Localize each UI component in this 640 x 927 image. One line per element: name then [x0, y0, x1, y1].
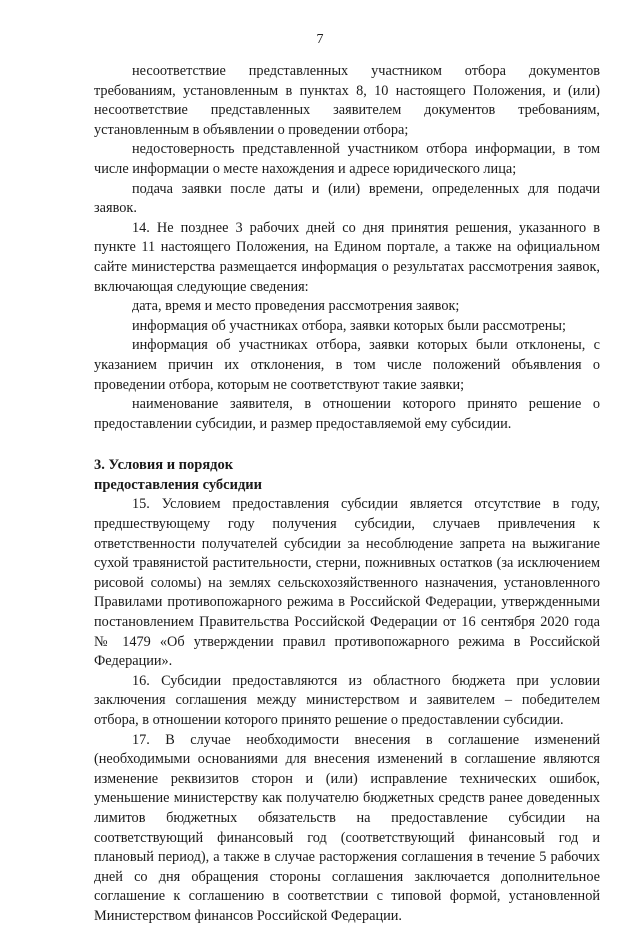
paragraph-applicant-name: наименование заявителя, в отношении которого принято решение о предоставлении субсидии, и размер предоставляемой ему субсидии. — [94, 396, 600, 432]
section-gap — [94, 434, 600, 456]
paragraph-nonconformity: несоответствие представленных участником отбора документов требованиям, установленным в пунктах 8, 10 настоящего Положения, и (или) несоответствие представленных заявителем документов требованиям, установленным в объявлении о проведении отбора; — [94, 63, 600, 138]
document-body — [94, 62, 600, 927]
paragraph-review-date: дата, время и место проведения рассмотрения заявок; — [132, 298, 460, 315]
section-heading-line-2: предоставления субсидии — [94, 476, 263, 493]
section-heading-line-1: 3. Условия и порядок — [94, 457, 234, 474]
paragraph-rejected-participants: информация об участниках отбора, заявки которых были отклонены, с указанием причин их отклонения, в том числе положений объявления о проведении отбора, которым не соответствуют такие заявки; — [94, 337, 600, 393]
paragraph-14: 14. Не позднее 3 рабочих дней со дня принятия решения, указанного в пункте 11 настоящего Положения, на Едином портале, а также на официальном сайте министерства размещается информация о результатах рассмотрения заявок, включающая следующие сведения: — [94, 219, 600, 295]
paragraph-late-submission: подача заявки после даты и (или) времени, определенных для подачи заявок. — [94, 180, 600, 217]
paragraph-17: 17. В случае необходимости внесения в соглашение изменений (необходимыми основаниями для внесения изменений в соглашение являются изменение реквизитов сторон и (или) исправление технических ошибок, уменьшение министерству как получателю бюджетных средств ранее доведенных лимитов бюджетных обязательств на предоставление субсидии на соответствующий финансовый год (соответствующий финансовый год и плановый период), а также в случае расторжения соглашения в течение 5 рабочих дней со дня обращения стороны соглашения заключается дополнительное соглашение к соглашению в соответствии с типовой формой, установленной Министерством финансов Российской Федерации. — [94, 731, 600, 924]
paragraph-15: 15. Условием предоставления субсидии является отсутствие в году, предшествующему году получения субсидии, случаев привлечения к ответственности получателей субсидии за несоблюдение запрета на выжигание сухой травянистой растительности, стерни, пожнивных остатков (за исключением рисовой соломы) на землях сельскохозяйственного назначения, установленного Правилами противопожарного режима в Российской Федерации, утвержденными постановлением Правительства Российской Федерации от 16 сентября 2020 года № 1479 «Об утверждении правил противопожарного режима в Российской Федерации». — [94, 496, 600, 670]
paragraph-reviewed-participants: информация об участниках отбора, заявки которых были рассмотрены; — [132, 317, 566, 334]
paragraph-unreliability: недостоверность представленной участником отбора информации, в том числе информации о месте нахождения и адресе юридического лица; — [94, 141, 600, 177]
paragraph-16: 16. Субсидии предоставляются из областного бюджета при условии заключения соглашения между министерством и заявителем – победителем отбора, в отношении которого принято решение о предоставлении субсидии. — [94, 672, 600, 728]
page-number: 7 — [316, 32, 324, 47]
